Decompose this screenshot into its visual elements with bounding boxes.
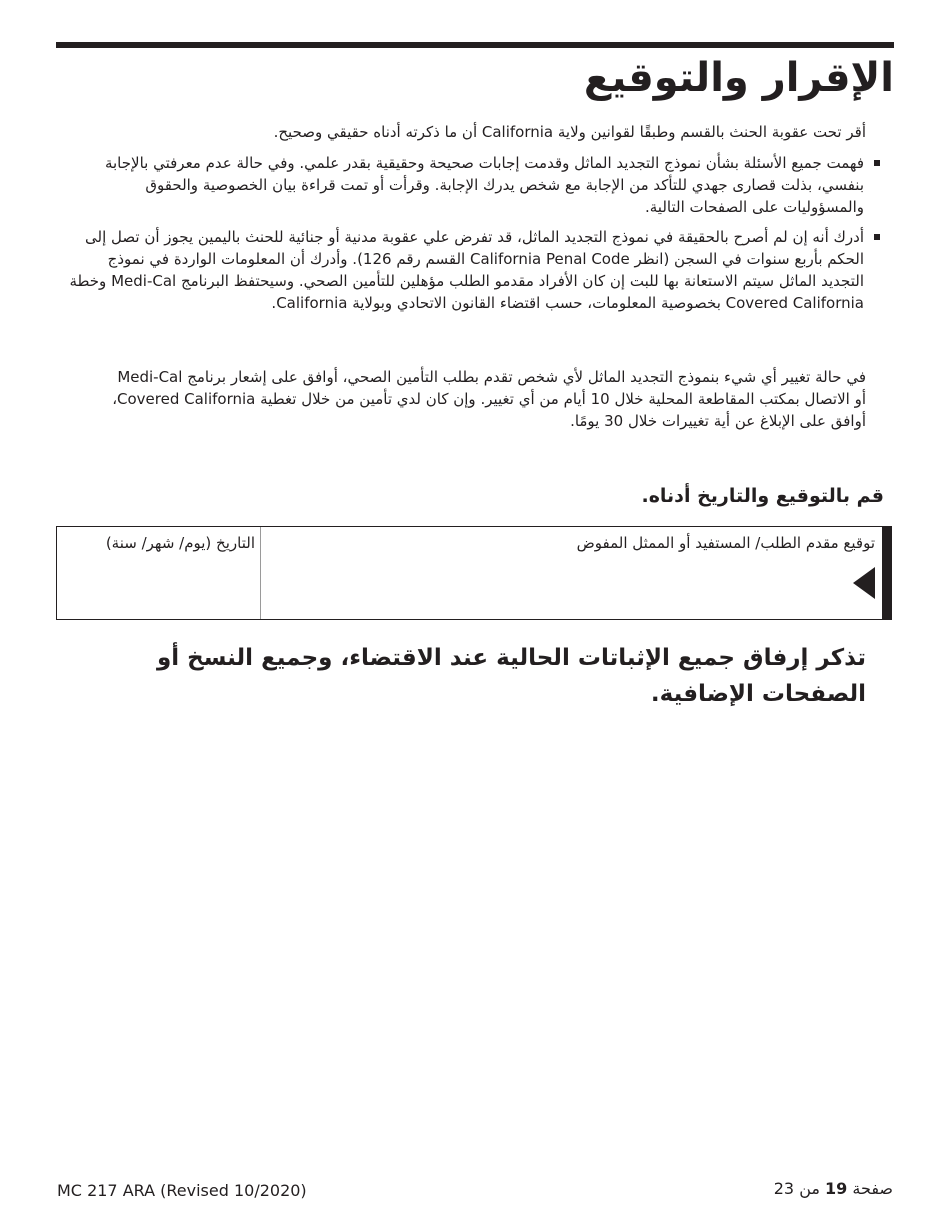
signature-box-bar (882, 526, 892, 620)
change-notice: في حالة تغيير أي شيء بنموذج التجديد الماثل لأي شخص تقدم بطلب التأمين الصحي، أوافق على إشعار برنامج Medi-Cal أو الاتصال بمكتب المقاطعة المحلية خلال 10 أيام من أي تغيير. وإن كان لدي تأمين من خلال تغطية Covered California، أوافق على الإبلاغ عن أية تغييرات خلال 30 يومًا. (112, 368, 866, 430)
page-word: صفحة (852, 1179, 893, 1198)
date-field-label: التاريخ (يوم/ شهر/ سنة) (105, 534, 255, 552)
form-id: MC 217 ARA (Revised 10/2020) (57, 1181, 307, 1200)
list-item (68, 226, 880, 314)
bullet-icon (874, 160, 880, 166)
signature-heading: قم بالتوقيع والتاريخ أدناه. (641, 485, 884, 507)
list-item-text: فهمت جميع الأسئلة بشأن نموذج التجديد الماثل وقدمت إجابات صحيحة وحقيقية بقدر علمي. وفي حالة عدم معرفتي بالإجابة بنفسي، بذلت قصارى جهدي للتأكد من الإجابة مع شخص يدرك الإجابة. وقرأت أو تمت قراءة بيان الخصوصية والحقوق والمسؤوليات على الصفحات التالية. (104, 154, 864, 216)
signature-field[interactable] (261, 527, 881, 619)
declaration-list (68, 152, 880, 322)
page-total: 23 (773, 1179, 795, 1198)
list-item (68, 152, 880, 218)
page-number: 19 (825, 1179, 848, 1198)
page-title: الإقرار والتوقيع (583, 55, 894, 101)
of-word: من (799, 1179, 820, 1198)
attachments-reminder: تذكر إرفاق جميع الإثباتات الحالية عند الاقتضاء، وجميع النسخ أو الصفحات الإضافية. (156, 645, 866, 707)
signature-field-label: توقيع مقدم الطلب/ المستفيد أو الممثل المفوض (576, 534, 875, 552)
list-item-text: أدرك أنه إن لم أصرح بالحقيقة في نموذج التجديد الماثل، قد تفرض علي عقوبة مدنية أو جنائية للحنث باليمين يجوز أن تصل إلى الحكم بأربع سنوات في السجن (انظر California Penal Code القسم رقم 126). وأدرك أن المعلومات الواردة في نموذج التجديد الماثل سيتم الاستعانة بها للبت إن كان الأفراد مقدمو الطلب مؤهلين للتأمين الصحي. وسيحتفظ البرنامج Medi-Cal وخطة Covered California بخصوصية المعلومات، حسب اقتضاء القانون الاتحادي وبولاية California. (69, 228, 864, 312)
date-field[interactable] (57, 527, 260, 619)
signature-box (56, 526, 892, 620)
intro-statement: أقر تحت عقوبة الحنث بالقسم وطبقًا لقوانين ولاية California أن ما ذكرته أدناه حقيقي وصحيح. (273, 123, 866, 141)
top-rule (56, 42, 894, 48)
bullet-icon (874, 234, 880, 240)
page-indicator (774, 1178, 893, 1200)
